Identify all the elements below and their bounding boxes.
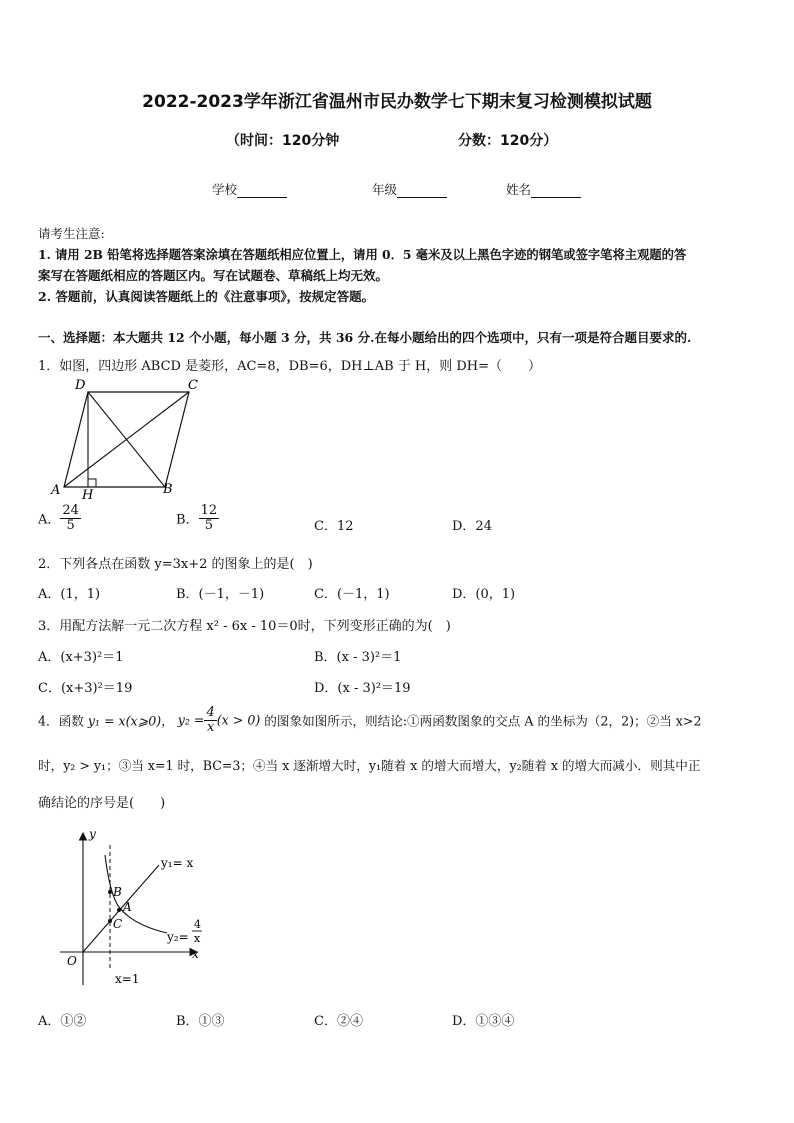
q2-option-b: B．(－1，－1) [176,587,265,602]
rhombus-figure [45,375,205,503]
label-y2: y₂= [167,930,189,944]
q4-option-c: C．②④ [314,1014,363,1029]
q4-line-2: 时，y₂ > y₁；③当 x=1 时，BC=3；④当 x 逐渐增大时，y₁随着 x 的增大而增大，y₂随着 x 的增大而减小．则其中正 [38,758,701,773]
q4-option-d: D．①③④ [452,1014,515,1029]
section-heading: 一、选择题：本大题共 12 个小题，每小题 3 分，共 36 分.在每小题给出的四个选项中，只有一项是符合题目要求的. [38,330,692,345]
q2-stem: 2．下列各点在函数 y=3x+2 的图象上的是( ) [38,557,313,572]
q4-line-3: 确结论的序号是( ) [38,796,166,811]
q1-option-a-fraction [60,504,81,532]
school-label: 学校 [212,182,238,197]
label-b: B [163,482,173,497]
q3-option-d: D．(x - 3)²＝19 [314,681,411,696]
label-y-axis: y [89,827,96,841]
q4-intro: 4．函数 [38,713,84,729]
point-c [108,919,112,923]
q1-option-c: C．12 [314,519,354,534]
q4-formula-2-fraction [204,706,216,734]
label-point-a: A [123,900,132,914]
diagonal-bd [88,392,165,487]
q2-option-d: D．(0，1) [452,587,516,602]
grade-label: 年级 [372,182,398,197]
page-title: 2022-2023学年浙江省温州市民办数学七下期末复习检测模拟试题 [142,92,652,112]
q4-line-1 [38,706,701,734]
label-h: H [82,488,94,503]
label-d: D [75,378,86,393]
exam-score: 分数：120分） [458,133,558,149]
q4-formula-2a: y₂ = [177,712,205,728]
q2-option-c: C．(－1，1) [314,587,390,602]
notice-heading: 请考生注意: [38,226,105,241]
label-y2-den: x [194,932,201,945]
q1-option-b-den: 5 [204,517,213,533]
label-y2-num: 4 [194,918,201,931]
line-y1 [83,865,159,952]
name-blank [531,185,581,198]
q3-stem: 3．用配方法解一元二次方程 x² - 6x - 10＝0时，下列变形正确的为( ) [38,619,451,634]
q1-stem: 1．如图，四边形 ABCD 是菱形，AC=8，DB=6，DH⊥AB 于 H，则 DH=（ ） [38,359,542,374]
q1-option-a-num: 24 [62,503,79,518]
label-c: C [188,378,198,393]
q4-formula-2-den: x [206,719,215,735]
notice-item-2: 2. 答题前，认真阅读答题纸上的《注意事项》，按规定答题。 [38,289,375,304]
function-graph [55,825,215,990]
label-point-b: B [113,885,122,899]
label-point-c: C [113,917,123,931]
q1-option-b-label: B． [176,512,199,528]
label-x-axis: x [192,947,199,961]
q1-option-a [38,504,81,532]
notice-item-1b: 案写在答题纸相应的答题区内。写在试题卷、草稿纸上均无效。 [38,268,389,283]
name-field [506,180,581,198]
point-b [108,890,112,894]
school-blank [237,185,287,198]
q3-option-a: A．(x+3)²＝1 [38,650,124,665]
right-angle-mark [88,479,96,487]
q3-option-b: B．(x - 3)²＝1 [314,650,402,665]
label-x-equals-1: x=1 [115,972,140,986]
q4-option-a: A．①② [38,1014,87,1029]
label-y1: y₁= x [161,856,194,870]
q1-option-b [176,504,219,532]
point-a [117,908,121,912]
name-label: 姓名 [506,182,532,197]
q1-option-b-num: 12 [200,503,218,518]
q1-option-d: D．24 [452,519,492,534]
label-origin: O [67,954,77,968]
q3-option-c: C．(x+3)²＝19 [38,681,133,696]
exam-time: （时间：120分钟 [226,133,340,149]
q4-formula-2b: (x > 0) [216,712,261,728]
q4-formula-1: y₁ = x(x⩾0)， [87,713,174,729]
grade-field [372,180,447,198]
q4-line-1-rest: 的图象如图所示，则结论:①两函数图象的交点 A 的坐标为（2，2)；②当 x>2 [264,713,702,729]
notice-item-1a: 1. 请用 2B 铅笔将选择题答案涂填在答题纸相应位置上，请用 0．5 毫米及以上黑色字迹的钢笔或签字笔将主观题的答 [38,247,687,262]
q4-formula-2-num: 4 [206,705,215,720]
q1-option-a-den: 5 [66,517,75,533]
school-field [212,180,287,198]
q2-option-a: A．(1，1) [38,587,101,602]
q4-option-b: B．①③ [176,1014,225,1029]
q1-option-a-label: A． [38,512,61,528]
label-a: A [51,483,61,498]
q1-option-b-fraction [199,504,220,532]
grade-blank [397,185,447,198]
